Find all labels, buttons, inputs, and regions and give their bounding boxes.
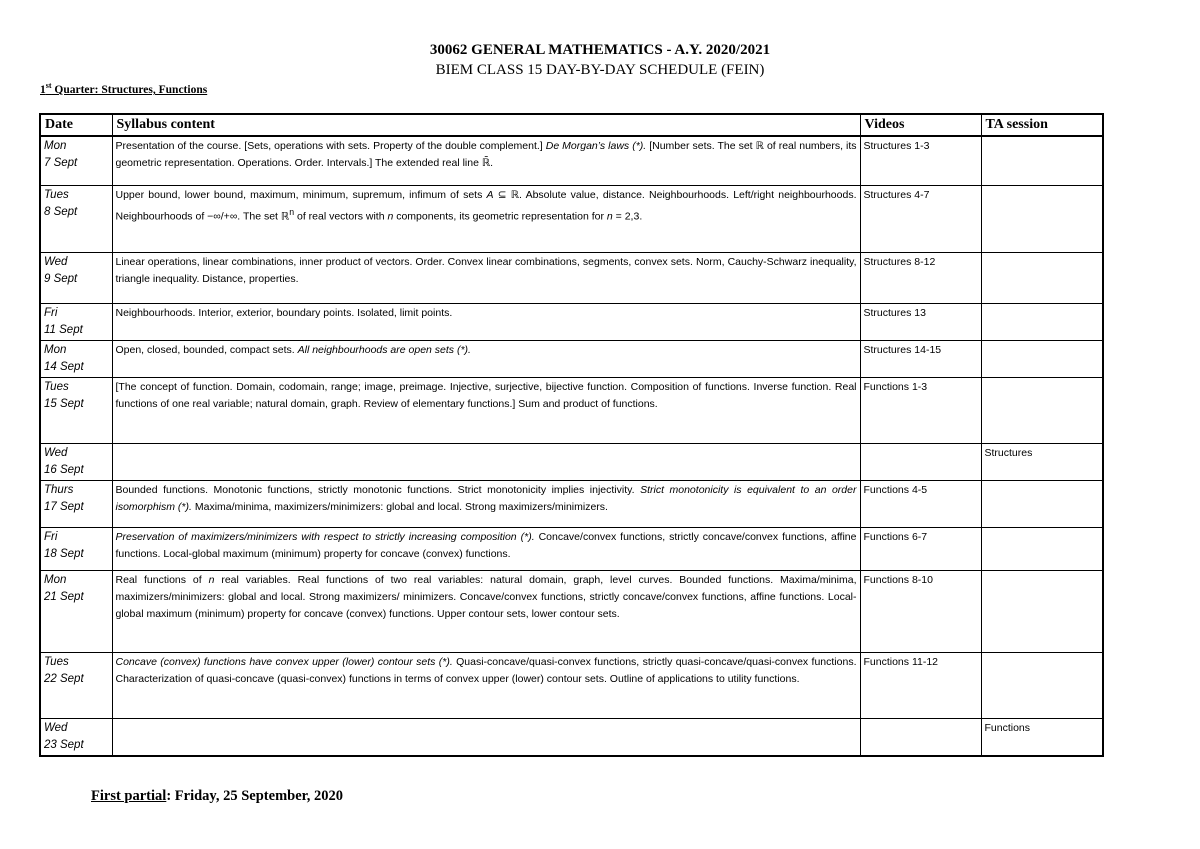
row-videos bbox=[860, 443, 981, 480]
row-date-text: 21 Sept bbox=[44, 590, 84, 603]
row-day: Tues bbox=[44, 655, 69, 668]
row-date-text: 11 Sept bbox=[44, 323, 83, 336]
row-day: Mon bbox=[44, 343, 67, 356]
row-day: Wed bbox=[44, 446, 68, 459]
row-date bbox=[40, 340, 112, 377]
document-subtitle: BIEM CLASS 15 DAY-BY-DAY SCHEDULE (FEIN) bbox=[435, 62, 765, 78]
row-videos: Structures 14-15 bbox=[860, 340, 981, 377]
table-row bbox=[40, 570, 1103, 652]
first-partial-colon: : bbox=[166, 788, 172, 804]
table-row bbox=[40, 252, 1103, 303]
header-ta-session: TA session bbox=[981, 114, 1103, 136]
row-date-text: 8 Sept bbox=[44, 205, 78, 218]
row-ta-session bbox=[981, 652, 1103, 718]
row-syllabus-content: [The concept of function. Domain, codomain, range; image, preimage. Injective, surjective, bijective function. Composition of functions. Inverse function. Real functions of one real variable; natural domain, graph. Review of elementary functions.] Sum and product of functions. bbox=[112, 377, 860, 443]
table-row bbox=[40, 527, 1103, 570]
table-row bbox=[40, 136, 1103, 185]
row-ta-session bbox=[981, 570, 1103, 652]
row-date-text: 7 Sept bbox=[44, 157, 78, 169]
row-date bbox=[40, 718, 112, 756]
header-row bbox=[40, 114, 1103, 136]
row-date bbox=[40, 480, 112, 527]
row-day: Tues bbox=[44, 188, 69, 201]
row-ta-session bbox=[981, 185, 1103, 252]
row-videos: Structures 13 bbox=[860, 303, 981, 340]
row-date bbox=[40, 252, 112, 303]
first-partial-note bbox=[91, 788, 343, 805]
table-row bbox=[40, 480, 1103, 527]
row-ta-session bbox=[981, 377, 1103, 443]
row-day: Mon bbox=[44, 140, 67, 152]
row-day: Fri bbox=[44, 530, 58, 543]
row-date-text: 9 Sept bbox=[44, 272, 78, 285]
row-date-text: 16 Sept bbox=[44, 463, 84, 476]
row-date-text: 14 Sept bbox=[44, 360, 84, 373]
row-day: Mon bbox=[44, 573, 67, 586]
row-videos: Structures 1-3 bbox=[860, 136, 981, 185]
row-syllabus-content: Neighbourhoods. Interior, exterior, boundary points. Isolated, limit points. bbox=[112, 303, 860, 340]
row-day: Thurs bbox=[44, 483, 74, 496]
row-videos: Functions 6-7 bbox=[860, 527, 981, 570]
row-date bbox=[40, 377, 112, 443]
first-partial-label: First partial bbox=[91, 788, 167, 804]
row-date-text: 15 Sept bbox=[44, 397, 84, 410]
row-date bbox=[40, 527, 112, 570]
row-videos bbox=[860, 718, 981, 756]
table-row bbox=[40, 185, 1103, 252]
table-row bbox=[40, 340, 1103, 377]
row-date-text: 23 Sept bbox=[44, 738, 84, 751]
row-ta-session: Structures bbox=[981, 443, 1103, 480]
table-row bbox=[40, 377, 1103, 443]
row-day: Wed bbox=[44, 255, 68, 268]
row-date bbox=[40, 185, 112, 252]
row-day: Tues bbox=[44, 380, 69, 393]
row-day: Wed bbox=[44, 721, 68, 734]
row-date bbox=[40, 303, 112, 340]
table-row bbox=[40, 303, 1103, 340]
row-syllabus-content: Open, closed, bounded, compact sets. All neighbourhoods are open sets (*). bbox=[112, 340, 860, 377]
row-videos: Functions 8-10 bbox=[860, 570, 981, 652]
row-date-text: 22 Sept bbox=[44, 672, 84, 685]
quarter-ordinal: st bbox=[45, 81, 52, 90]
row-ta-session bbox=[981, 480, 1103, 527]
header-syllabus: Syllabus content bbox=[112, 114, 860, 136]
row-syllabus-content: Presentation of the course. [Sets, operations with sets. Property of the double complement.] De Morgan’s laws (*). [Number sets. The set ℝ of real numbers, its geometric representation. Operations. Order. Intervals.] The extended real line ℝ̄. bbox=[112, 136, 860, 185]
row-videos: Structures 4-7 bbox=[860, 185, 981, 252]
row-syllabus-content: Real functions of n real variables. Real functions of two real variables: natural domain, graph, level curves. Bounded functions. Maxima/minima, maximizers/minimizers: global and local. Strong maximizers/ minimizers. Concave/convex functions, strictly concave/convex functions, affine functions. Local-global maximum (minimum) property for concave (convex) functions. Upper contour sets, lower contour sets. bbox=[112, 570, 860, 652]
quarter-number: 1 bbox=[40, 83, 46, 96]
header-videos: Videos bbox=[860, 114, 981, 136]
row-syllabus-content: Linear operations, linear combinations, inner product of vectors. Order. Convex linear combinations, segments, convex sets. Norm, Cauchy-Schwarz inequality, triangle inequality. Distance, properties. bbox=[112, 252, 860, 303]
row-syllabus-content bbox=[112, 443, 860, 480]
row-ta-session bbox=[981, 136, 1103, 185]
row-syllabus-content: Bounded functions. Monotonic functions, strictly monotonic functions. Strict monotonicity implies injectivity. Strict monotonicity is equivalent to an order isomorphism (*). Maxima/minima, maximizers/minimizers: global and local. Strong maximizers/minimizers. bbox=[112, 480, 860, 527]
schedule-table bbox=[39, 113, 1104, 757]
row-date bbox=[40, 443, 112, 480]
row-date bbox=[40, 652, 112, 718]
document-title: 30062 GENERAL MATHEMATICS - A.Y. 2020/2021 bbox=[429, 42, 771, 58]
table-row bbox=[40, 443, 1103, 480]
row-videos: Functions 11-12 bbox=[860, 652, 981, 718]
row-date bbox=[40, 570, 112, 652]
row-videos: Functions 1-3 bbox=[860, 377, 981, 443]
row-date-text: 17 Sept bbox=[44, 500, 84, 513]
row-day: Fri bbox=[44, 306, 58, 319]
table-row bbox=[40, 652, 1103, 718]
row-videos: Functions 4-5 bbox=[860, 480, 981, 527]
row-ta-session bbox=[981, 252, 1103, 303]
row-videos: Structures 8-12 bbox=[860, 252, 981, 303]
row-ta-session bbox=[981, 340, 1103, 377]
table-row bbox=[40, 718, 1103, 756]
row-syllabus-content bbox=[112, 718, 860, 756]
row-syllabus-content: Upper bound, lower bound, maximum, minimum, supremum, infimum of sets A ⊆ ℝ. Absolute value, distance. Neighbourhoods. Left/right neighbourhoods. Neighbourhoods of −∞/+∞. The set ℝ$^n$ of real vectors with n components, its geometric representation for n = 2,3. bbox=[112, 185, 860, 252]
quarter-label: Quarter: Structures, Functions bbox=[51, 83, 208, 96]
quarter-heading bbox=[40, 81, 207, 96]
row-date-text: 18 Sept bbox=[44, 547, 84, 560]
first-partial-date: Friday, 25 September, 2020 bbox=[171, 788, 344, 804]
row-ta-session: Functions bbox=[981, 718, 1103, 756]
row-syllabus-content: Preservation of maximizers/minimizers with respect to strictly increasing composition (*). Concave/convex functions, strictly concave/convex functions, affine functions. Local-global maximum (minimum) property for concave (convex) functions. bbox=[112, 527, 860, 570]
row-ta-session bbox=[981, 303, 1103, 340]
header-date: Date bbox=[40, 114, 112, 136]
row-date bbox=[40, 136, 112, 185]
row-syllabus-content: Concave (convex) functions have convex upper (lower) contour sets (*). Quasi-concave/quasi-convex functions, strictly quasi-concave/quasi-convex functions. Characterization of quasi-concave (quasi-convex) functions in terms of convex upper (lower) contour sets. Outline of applications to utility functions. bbox=[112, 652, 860, 718]
row-ta-session bbox=[981, 527, 1103, 570]
